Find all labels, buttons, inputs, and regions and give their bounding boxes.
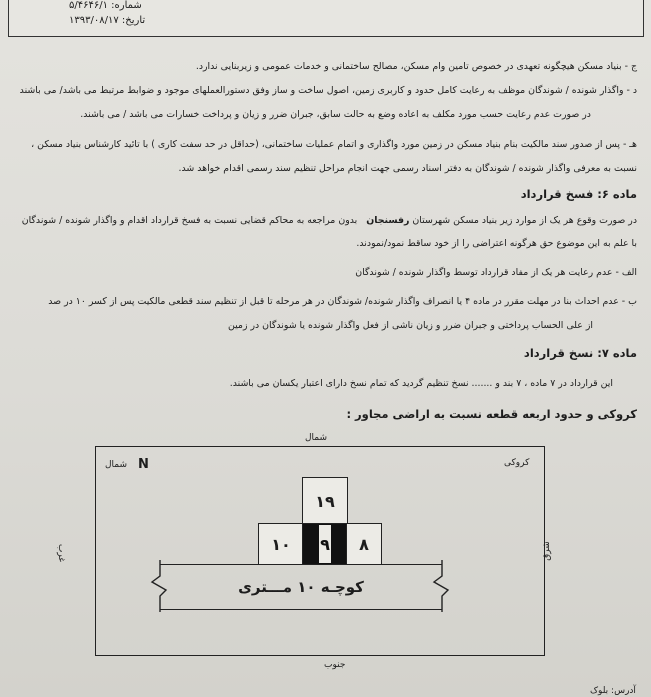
article-6-alef: الف - عدم رعایت هر یک از مفاد قرارداد توسط واگذار شونده / شوندگان	[355, 267, 637, 278]
clause-h-line1: هـ - پس از صدور سند مالکیت بنام بنیاد مسکن در زمین مورد واگذاری و اتمام عملیات ساختمانی، (حداقل در حد سفت کاری ) با تائید کارشناس بنیاد مسکن ،	[31, 139, 637, 150]
parcel-10: ۱۰	[258, 523, 304, 565]
letter-date: تاریخ: ۱۳۹۳/۰۸/۱۷	[69, 15, 146, 26]
article-7-heading: ماده ۷: نسخ قرارداد	[523, 346, 637, 360]
article-6-line1-part2: بدون مراجعه به محاکم قضایی نسبت به فسخ قرارداد اقدام و واگذار شونده / شوندگان	[21, 215, 358, 226]
letter-number: شماره: ۵/۴۶۴۶/۱	[69, 0, 142, 11]
parcel-8: ۸	[346, 523, 382, 565]
city-name: رفسنجان	[366, 215, 410, 226]
kroki-label: کروکی	[504, 458, 530, 468]
article-6-be-line2: از علی الحساب پرداختی و جبران ضرر و زیان ناشی از فعل واگذار شونده یا شوندگان در زمین	[227, 320, 593, 331]
east-label: شرق	[541, 541, 552, 561]
parcel-9-number: ۹	[319, 525, 331, 563]
left-breakline	[152, 560, 166, 612]
street-10m: کوچـه ۱۰ مـــتری	[160, 564, 442, 610]
article-7-text: این قرارداد در ۷ ماده ، ۷ بند و ....... نسخ تنظیم گردید که تمام نسخ دارای اعتبار یکسان می باشند.	[229, 378, 613, 389]
parcel-19: ۱۹	[302, 477, 348, 525]
article-6-line1-part1: در صورت وقوع هر یک از موارد زیر بنیاد مسکن شهرستان	[412, 215, 637, 226]
north-arrow-letter: N	[138, 457, 149, 472]
north-label-top: شمال	[305, 433, 328, 443]
clause-d-line2: در صورت عدم رعایت حسب مورد مکلف به اعاده وضع به حالت سابق، جبران ضرر و زیان و پرداخت خسارات می باشد / می باشند.	[80, 109, 591, 120]
article-6-be-line1: ب - عدم احداث بنا در مهلت مقرر در ماده ۴ یا انصراف واگذار شونده/ شوندگان در هر مرحله تا قبل از تنظیم سند قطعی مالکیت پس از کسر ۱۰ در صد	[48, 296, 637, 307]
north-word: شمال	[105, 460, 128, 470]
west-label: غرب	[56, 543, 67, 563]
right-breakline	[434, 560, 448, 612]
article-6-heading: ماده ۶: فسخ قرارداد	[520, 187, 637, 201]
sketch-heading: کروکی و حدود اربعه قطعه نسبت به اراضی مجاور :	[346, 407, 637, 421]
south-label: جنوب	[324, 660, 346, 670]
clause-h-line2: نسبت به معرفی واگذار شونده / شوندگان به دفتر اسناد رسمی جهت انجام مراحل تنظیم سند رسمی اقدام خواهد شد.	[178, 163, 637, 174]
article-6-line2: با علم به این موضوع حق هرگونه اعتراضی را از خود ساقط نمود/نمودند.	[356, 238, 637, 249]
footer-fragment: آدرس: بلوک	[590, 686, 636, 696]
clause-d-line1: د - واگذار شونده / شوندگان موظف به رعایت کامل حدود و کاربری زمین، اصول ساخت و ساز وفق دستورالعملهای موجود و ضوابط مرتبط می باشد/ می باشند	[19, 85, 637, 96]
clause-j: ج - بنیاد مسکن هیچگونه تعهدی در خصوص تامین وام مسکن، مصالح ساختمانی و خدمات عمومی و زیربنایی ندارد.	[195, 61, 637, 72]
